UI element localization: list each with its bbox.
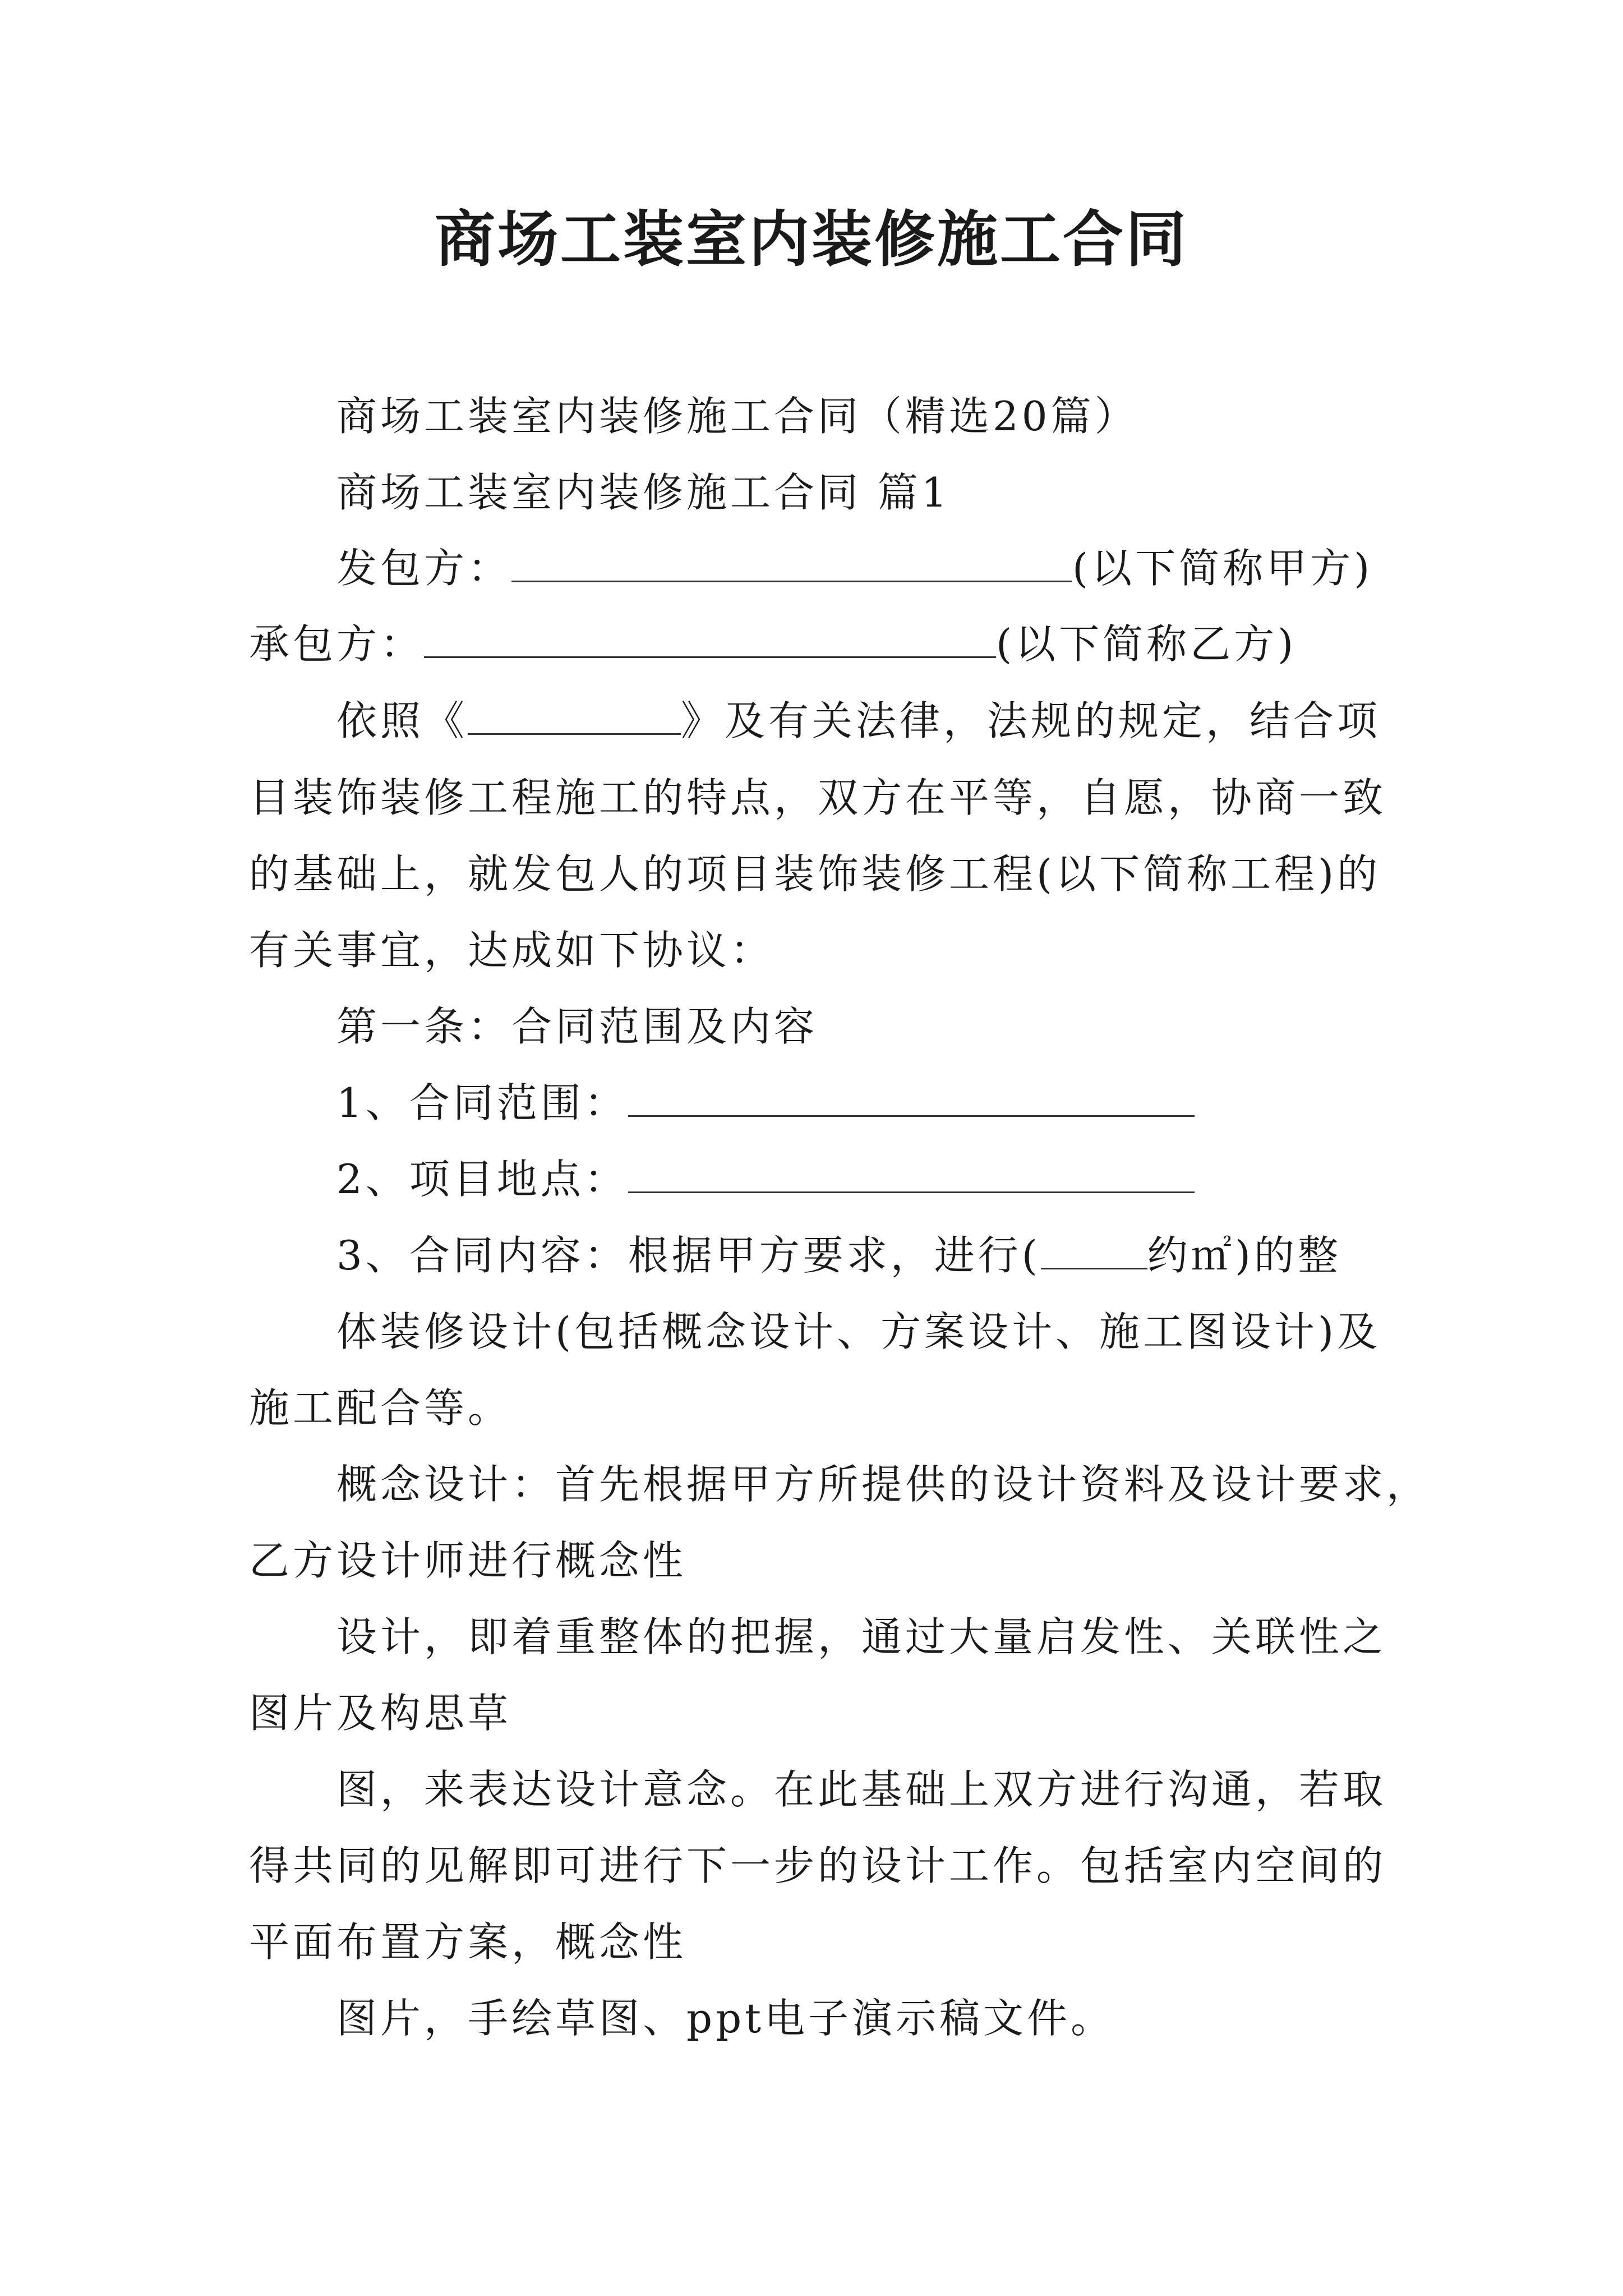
paragraph-line: 目装饰装修工程施工的特点，双方在平等，自愿，协商一致: [249, 774, 1387, 821]
area-blank: [1041, 1227, 1147, 1269]
contractor-label: 承包方：: [249, 620, 425, 668]
law-name-blank: [468, 693, 681, 735]
paragraph-line: 有关事宜，达成如下协议：: [249, 927, 774, 974]
paragraph-line: 平面布置方案，概念性: [249, 1918, 687, 1966]
document-title: 商场工装室内装修施工合同: [434, 204, 1188, 275]
paragraph-line: 乙方设计师进行概念性: [249, 1537, 687, 1584]
contract-content-line: [336, 1227, 1341, 1283]
employer-label: 发包方：: [336, 545, 512, 592]
contract-content-prefix: 3、合同内容：根据甲方要求，进行(: [336, 1232, 1041, 1279]
contract-scope-blank: [628, 1075, 1195, 1117]
paragraph-line: 施工配合等。: [249, 1384, 512, 1432]
basis-suffix: 》及有关法律，法规的规定，结合项: [681, 697, 1381, 744]
contractor-line: [249, 616, 1297, 672]
employer-blank: [511, 540, 1072, 582]
paragraph-line: 图，来表达设计意念。在此基础上双方进行沟通，若取: [336, 1766, 1387, 1813]
contract-scope-line: [336, 1075, 1195, 1131]
employer-line: [336, 540, 1373, 596]
contractor-blank: [424, 616, 996, 658]
paragraph-line: 得共同的见解即可进行下一步的设计工作。包括室内空间的: [249, 1842, 1387, 1889]
contract-scope-label: 1、合同范围：: [336, 1079, 628, 1126]
paragraph-line: 图片，手绘草图、ppt电子演示稿文件。: [336, 1995, 1115, 2042]
article-heading: 第一条：合同范围及内容: [336, 1003, 818, 1050]
paragraph-line: 图片及构思草: [249, 1690, 512, 1737]
paragraph-line: 设计，即着重整体的把握，通过大量启发性、关联性之: [336, 1613, 1387, 1660]
contractor-alias: (以下简称乙方): [996, 620, 1297, 668]
paragraph-line: 概念设计：首先根据甲方所提供的设计资料及设计要求，: [336, 1461, 1431, 1508]
paragraph-line: [336, 693, 1381, 749]
project-location-line: [336, 1151, 1195, 1207]
basis-prefix: 依照《: [336, 697, 468, 744]
employer-alias: (以下简称甲方): [1072, 545, 1373, 592]
paragraph-line: 体装修设计(包括概念设计、方案设计、施工图设计)及: [336, 1308, 1381, 1355]
section-heading: 商场工装室内装修施工合同 篇1: [336, 469, 951, 516]
project-location-blank: [628, 1151, 1195, 1193]
paragraph-line: 的基础上，就发包人的项目装饰装修工程(以下简称工程)的: [249, 850, 1381, 898]
contract-content-suffix: 约㎡)的整: [1147, 1232, 1341, 1279]
project-location-label: 2、项目地点：: [336, 1156, 628, 1203]
subtitle-line: 商场工装室内装修施工合同（精选20篇）: [336, 393, 1138, 440]
